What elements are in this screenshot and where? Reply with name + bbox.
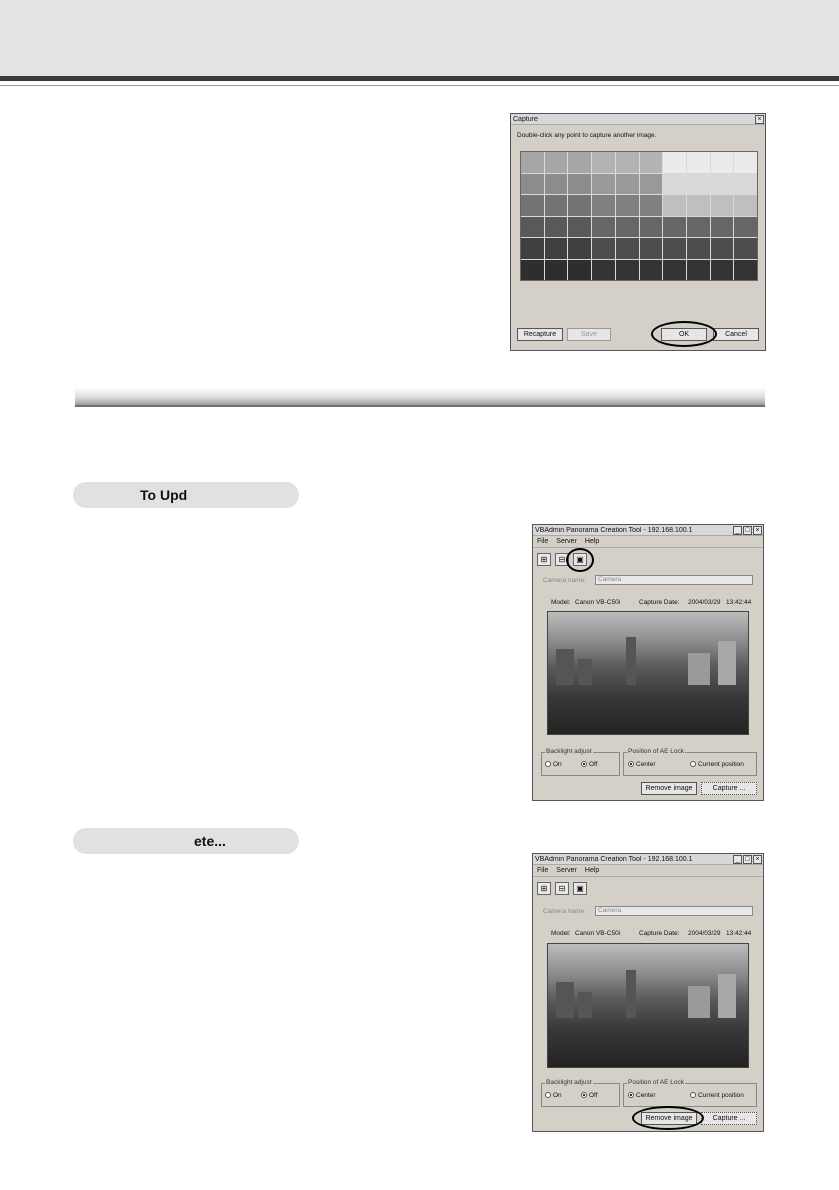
capture-thumbnail-cell[interactable] <box>568 238 591 259</box>
section-heading-bar <box>75 388 765 407</box>
capture-thumbnail-cell[interactable] <box>663 217 686 238</box>
menu-bar <box>533 536 763 548</box>
delete-heading-pill <box>73 828 299 854</box>
capture-thumbnail-cell[interactable] <box>521 195 544 216</box>
update-heading-pill <box>73 482 299 508</box>
header-thin-rule <box>0 85 839 86</box>
capture-thumbnail-grid[interactable] <box>520 151 758 281</box>
capture-thumbnail-cell[interactable] <box>521 238 544 259</box>
window-title: VBAdmin Panorama Creation Tool - 192.168.100.1 <box>535 855 693 863</box>
menu-file[interactable]: File <box>537 538 549 545</box>
capture-thumbnail-cell[interactable] <box>521 152 544 173</box>
capture-thumbnail-cell[interactable] <box>711 152 734 173</box>
capture-thumbnail-cell[interactable] <box>545 260 568 281</box>
menu-bar <box>533 865 763 877</box>
ae-lock-label: Position of AE Lock <box>628 748 685 755</box>
capture-thumbnail-cell[interactable] <box>545 217 568 238</box>
camera-name-field[interactable]: Camera <box>595 906 753 916</box>
capture-thumbnail-cell[interactable] <box>640 217 663 238</box>
capture-button[interactable]: Capture ... <box>701 1112 757 1125</box>
capture-thumbnail-cell[interactable] <box>568 217 591 238</box>
capture-thumbnail-cell[interactable] <box>663 238 686 259</box>
window-title: VBAdmin Panorama Creation Tool - 192.168.100.1 <box>535 526 693 534</box>
open-tool-icon[interactable]: ⊞ <box>537 553 551 566</box>
capture-thumbnail-cell[interactable] <box>616 217 639 238</box>
close-icon[interactable]: × <box>755 115 764 124</box>
capture-thumbnail-cell[interactable] <box>687 174 710 195</box>
capture-thumbnail-cell[interactable] <box>687 152 710 173</box>
panorama-tool-window <box>532 524 764 801</box>
close-icon[interactable]: × <box>753 526 762 535</box>
capture-thumbnail-cell[interactable] <box>616 152 639 173</box>
save-button[interactable]: Save <box>567 328 611 341</box>
capture-dialog-titlebar <box>511 114 765 125</box>
menu-server[interactable]: Server <box>556 538 577 545</box>
capture-thumbnail-cell[interactable] <box>592 238 615 259</box>
capture-thumbnail-cell[interactable] <box>568 152 591 173</box>
capture-thumbnail-cell[interactable] <box>687 238 710 259</box>
save-tool-icon[interactable]: ⊟ <box>555 553 569 566</box>
ok-highlight-oval <box>651 321 717 347</box>
capture-thumbnail-cell[interactable] <box>616 195 639 216</box>
header-rule <box>0 76 839 81</box>
menu-help[interactable]: Help <box>584 538 600 545</box>
backlight-adjust-label: Backlight adjust <box>546 748 592 755</box>
ae-current-position-label: Current position <box>698 761 744 768</box>
capture-thumbnail-cell[interactable] <box>640 195 663 216</box>
panorama-image[interactable] <box>547 943 749 1068</box>
capture-date-label: Capture Date: <box>639 599 680 606</box>
backlight-off-radio[interactable] <box>581 1092 598 1099</box>
panorama-image[interactable] <box>547 611 749 735</box>
capture-thumbnail-cell[interactable] <box>734 195 757 216</box>
page-header-band <box>0 0 839 76</box>
capture-thumbnail-cell[interactable] <box>640 260 663 281</box>
capture-tool-highlight-oval <box>566 548 594 572</box>
capture-thumbnail-cell[interactable] <box>616 174 639 195</box>
capture-thumbnail-cell[interactable] <box>687 195 710 216</box>
maximize-icon[interactable]: □ <box>743 526 752 535</box>
capture-thumbnail-cell[interactable] <box>592 152 615 173</box>
camera-name-field[interactable]: Camera <box>595 575 753 585</box>
capture-thumbnail-cell[interactable] <box>734 238 757 259</box>
capture-thumbnail-cell[interactable] <box>663 174 686 195</box>
capture-thumbnail-cell[interactable] <box>663 152 686 173</box>
capture-thumbnail-cell[interactable] <box>734 152 757 173</box>
ae-lock-label: Position of AE Lock <box>628 1079 685 1086</box>
capture-thumbnail-cell[interactable] <box>734 174 757 195</box>
menu-help[interactable]: Help <box>584 867 600 874</box>
capture-dialog <box>510 113 766 351</box>
capture-thumbnail-cell[interactable] <box>521 260 544 281</box>
capture-dialog-title: Capture <box>513 115 538 123</box>
capture-thumbnail-cell[interactable] <box>545 174 568 195</box>
backlight-on-radio[interactable] <box>545 1092 562 1099</box>
capture-thumbnail-cell[interactable] <box>592 195 615 216</box>
capture-thumbnail-cell[interactable] <box>592 217 615 238</box>
save-tool-icon[interactable]: ⊟ <box>555 882 569 895</box>
capture-thumbnail-cell[interactable] <box>616 238 639 259</box>
ae-current-position-radio[interactable] <box>690 761 744 768</box>
capture-thumbnail-cell[interactable] <box>568 260 591 281</box>
maximize-icon[interactable]: □ <box>743 855 752 864</box>
capture-date-label: Capture Date: <box>639 930 680 937</box>
capture-button[interactable]: Capture ... <box>701 782 757 795</box>
capture-thumbnail-cell[interactable] <box>568 174 591 195</box>
capture-thumbnail-cell[interactable] <box>663 195 686 216</box>
capture-thumbnail-cell[interactable] <box>592 260 615 281</box>
update-heading-text: To Upd <box>140 487 188 503</box>
capture-time-value: 13:42:44 <box>726 930 752 937</box>
capture-thumbnail-cell[interactable] <box>663 260 686 281</box>
capture-thumbnail-cell[interactable] <box>711 174 734 195</box>
backlight-on-radio[interactable] <box>545 761 562 768</box>
tool-titlebar <box>533 525 763 536</box>
capture-thumbnail-cell[interactable] <box>545 195 568 216</box>
capture-tool-icon[interactable]: ▣ <box>573 553 587 566</box>
capture-thumbnail-cell[interactable] <box>687 260 710 281</box>
model-value: Canon VB-C50i <box>575 599 621 606</box>
delete-heading-text: ete... <box>194 833 226 849</box>
capture-date-value: 2004/03/29 <box>688 930 721 937</box>
capture-time-value: 13:42:44 <box>726 599 752 606</box>
capture-thumbnail-cell[interactable] <box>592 174 615 195</box>
capture-tool-icon[interactable]: ▣ <box>573 882 587 895</box>
remove-image-highlight-oval <box>632 1106 704 1130</box>
minimize-icon[interactable]: _ <box>733 855 742 864</box>
capture-thumbnail-cell[interactable] <box>640 238 663 259</box>
ae-current-position-radio[interactable] <box>690 1092 744 1099</box>
ok-button[interactable]: OK <box>661 328 707 341</box>
camera-name-label: Camera name: <box>543 577 586 584</box>
model-label: Model: <box>551 930 571 937</box>
remove-image-button[interactable]: Remove image <box>641 782 697 795</box>
backlight-on-label: On <box>553 1092 562 1099</box>
capture-thumbnail-cell[interactable] <box>640 152 663 173</box>
backlight-off-radio[interactable] <box>581 761 598 768</box>
capture-thumbnail-cell[interactable] <box>711 260 734 281</box>
capture-thumbnail-cell[interactable] <box>687 217 710 238</box>
capture-thumbnail-cell[interactable] <box>711 195 734 216</box>
backlight-off-label: Off <box>589 761 598 768</box>
cancel-button[interactable]: Cancel <box>713 328 759 341</box>
capture-thumbnail-cell[interactable] <box>640 174 663 195</box>
model-value: Canon VB-C50i <box>575 930 621 937</box>
capture-thumbnail-cell[interactable] <box>545 238 568 259</box>
capture-thumbnail-cell[interactable] <box>711 238 734 259</box>
ae-center-label: Center <box>636 1092 656 1099</box>
ae-current-position-label: Current position <box>698 1092 744 1099</box>
capture-thumbnail-cell[interactable] <box>734 217 757 238</box>
backlight-off-label: Off <box>589 1092 598 1099</box>
model-label: Model: <box>551 599 571 606</box>
menu-file[interactable]: File <box>537 867 549 874</box>
capture-instruction: Double-click any point to capture another image. <box>517 132 657 139</box>
backlight-on-label: On <box>553 761 562 768</box>
ae-center-radio[interactable] <box>628 761 656 768</box>
capture-thumbnail-cell[interactable] <box>545 152 568 173</box>
capture-thumbnail-cell[interactable] <box>568 195 591 216</box>
ae-center-label: Center <box>636 761 656 768</box>
panorama-tool-window-2 <box>532 853 764 1132</box>
backlight-adjust-label: Backlight adjust <box>546 1079 592 1086</box>
recapture-button[interactable]: Recapture <box>517 328 563 341</box>
ae-center-radio[interactable] <box>628 1092 656 1099</box>
close-icon[interactable]: × <box>753 855 762 864</box>
tool-titlebar <box>533 854 763 865</box>
capture-date-value: 2004/03/29 <box>688 599 721 606</box>
camera-name-label: Camera name: <box>543 908 586 915</box>
capture-thumbnail-cell[interactable] <box>616 260 639 281</box>
capture-thumbnail-cell[interactable] <box>521 217 544 238</box>
minimize-icon[interactable]: _ <box>733 526 742 535</box>
open-tool-icon[interactable]: ⊞ <box>537 882 551 895</box>
remove-image-button[interactable]: Remove image <box>641 1112 697 1125</box>
capture-thumbnail-cell[interactable] <box>734 260 757 281</box>
capture-thumbnail-cell[interactable] <box>711 217 734 238</box>
menu-server[interactable]: Server <box>556 867 577 874</box>
capture-thumbnail-cell[interactable] <box>521 174 544 195</box>
